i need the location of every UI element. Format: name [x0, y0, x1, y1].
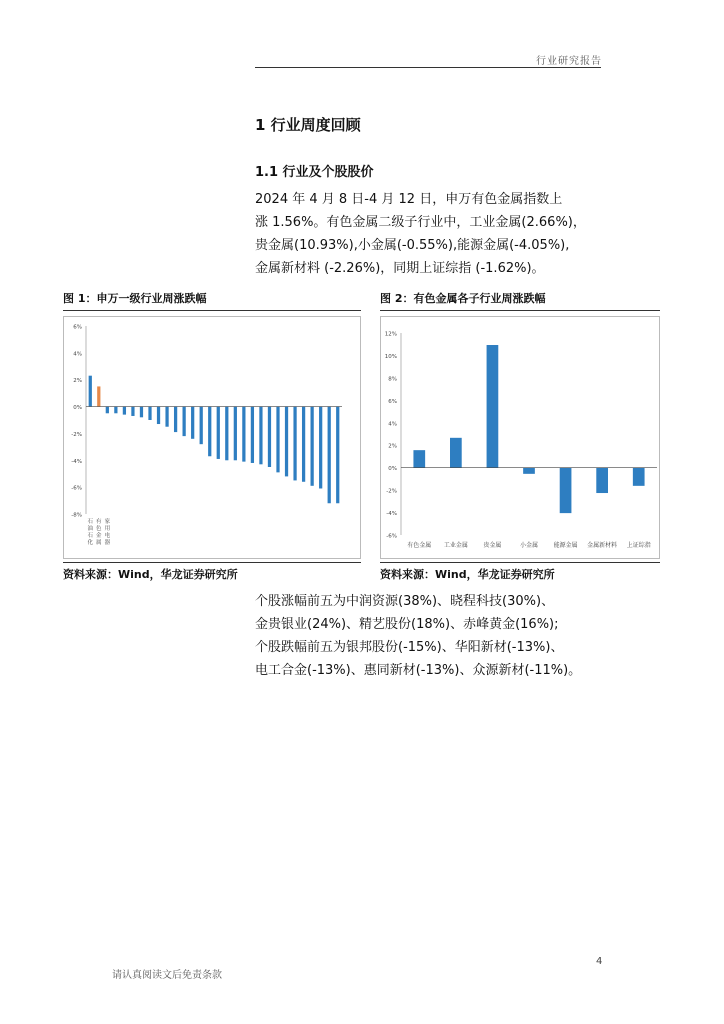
figure2-source: 资料来源：Wind，华龙证券研究所 — [380, 568, 555, 581]
y-tick-label: 2% — [73, 378, 82, 385]
y-tick-label: 0% — [388, 466, 397, 473]
bar-环保 — [302, 407, 305, 482]
paragraph-stock-movers — [255, 590, 605, 682]
report-type-label: 行业研究报告 — [536, 56, 602, 67]
category-label-char: 石 — [87, 519, 94, 525]
paragraph-line: 个股涨幅前五为中润资源(38%)、晓程科技(30%)、 — [255, 594, 555, 609]
figure2-title: 图 2：有色金属各子行业周涨跌幅 — [380, 292, 546, 305]
category-label-char: 属 — [96, 540, 102, 546]
figure2-top-rule — [380, 310, 660, 311]
bar-金属新材料 — [596, 468, 608, 493]
category-label-char: 器 — [104, 540, 111, 546]
paragraph-line: 贵金属(10.93%),小金属(-0.55%),能源金属(-4.05%), — [255, 238, 570, 253]
bar-建筑材料 — [157, 407, 160, 424]
y-tick-label: 8% — [388, 376, 397, 383]
category-label-char: 有 — [96, 519, 102, 525]
bar-小金属 — [523, 468, 535, 474]
category-label: 贵金属 — [483, 542, 502, 549]
bar-纺织服饰 — [114, 407, 117, 414]
bar-有色金属 — [97, 386, 100, 406]
category-label-char: 金 — [96, 533, 102, 539]
bar-上证综指 — [633, 468, 645, 486]
bar-石油石化 — [106, 407, 109, 414]
bar-公用事业 — [148, 407, 151, 420]
y-tick-label: -2% — [386, 488, 397, 495]
section-title: 1 行业周度回顾 — [255, 116, 361, 134]
bar-非银金融 — [293, 407, 296, 481]
category-label-char: 化 — [87, 540, 94, 546]
bar-工业金属 — [450, 438, 462, 468]
bar-计算机 — [285, 407, 288, 477]
figure2-chart-frame — [380, 316, 660, 559]
bar-电力设备 — [319, 407, 322, 489]
paragraph-line: 金贵银业(24%)、精艺股份(18%)、赤峰黄金(16%); — [255, 617, 559, 632]
category-label: 工业金属 — [443, 542, 468, 549]
y-tick-label: -8% — [71, 512, 82, 519]
bar-能源金属 — [560, 468, 572, 513]
category-label: 小金属 — [519, 542, 539, 549]
category-label: 金属新材料 — [587, 542, 618, 549]
bar-家用电器 — [123, 407, 126, 415]
paragraph-line: 涨 1.56%。有色金属二级子行业中，工业金属(2.66%)， — [255, 215, 586, 230]
bar-美容护理 — [276, 407, 279, 473]
paragraph-line: 个股跌幅前五为银邦股份(-15%)、华阳新材(-13%)、 — [255, 640, 564, 655]
y-tick-label: 2% — [388, 443, 397, 450]
bar-农林牧渔 — [174, 407, 177, 433]
category-label-char: 电 — [104, 533, 111, 539]
bar-医药生物 — [208, 407, 211, 457]
bar-煤炭 — [89, 376, 92, 407]
bar-贵金属 — [487, 345, 499, 468]
category-label-char: 家 — [104, 519, 111, 525]
bar-汽车 — [336, 407, 339, 504]
figure1-top-rule — [63, 310, 361, 311]
category-label-char: 色 — [96, 526, 102, 532]
y-tick-label: 12% — [384, 331, 397, 338]
bar-综合 — [191, 407, 194, 439]
bar-通信 — [225, 407, 228, 461]
bar-有色金属 — [413, 450, 425, 468]
figure1-chart — [64, 317, 360, 558]
y-tick-label: 0% — [73, 405, 82, 412]
figure1-bottom-rule — [63, 562, 361, 563]
bar-食品饮料 — [131, 407, 134, 416]
y-tick-label: 6% — [73, 324, 82, 331]
category-label: 能源金属 — [553, 542, 578, 549]
figure2-bottom-rule — [380, 562, 660, 563]
bar-商贸零售 — [242, 407, 245, 462]
bar-电子 — [251, 407, 254, 463]
y-tick-label: 6% — [388, 398, 397, 405]
figure2-chart — [381, 317, 659, 558]
category-label-char: 石 — [87, 533, 94, 539]
subsection-title: 1.1 行业及个股股价 — [255, 165, 374, 180]
header-divider — [255, 67, 601, 68]
bar-银行 — [165, 407, 168, 427]
bar-国防军工 — [217, 407, 220, 459]
category-label: 有色金属 — [407, 542, 432, 549]
bar-房地产 — [311, 407, 314, 486]
y-tick-label: -2% — [71, 431, 82, 438]
y-tick-label: -6% — [386, 533, 397, 540]
figure1-title: 图 1：申万一级行业周涨跌幅 — [63, 292, 207, 305]
category-label: 上证综指 — [626, 542, 651, 549]
bar-机械设备 — [328, 407, 331, 504]
figure1-chart-frame — [63, 316, 361, 559]
bar-交通运输 — [140, 407, 143, 418]
page-number: 4 — [596, 956, 603, 967]
paragraph-line: 电工合金(-13%)、惠同新材(-13%)、众源新材(-11%)。 — [255, 663, 582, 678]
bar-基础化工 — [234, 407, 237, 461]
bar-建筑装饰 — [200, 407, 203, 445]
y-tick-label: -4% — [71, 458, 82, 465]
bar-钢铁 — [259, 407, 262, 465]
y-tick-label: 4% — [73, 351, 82, 358]
disclaimer-notice: 请认真阅读文后免责条款 — [112, 970, 222, 981]
paragraph-index-summary — [255, 188, 605, 280]
category-label-char: 用 — [104, 526, 111, 532]
y-tick-label: -4% — [386, 511, 397, 518]
bar-传媒 — [183, 407, 186, 437]
category-label-char: 油 — [87, 526, 94, 532]
paragraph-line: 2024 年 4 月 8 日-4 月 12 日，申万有色金属指数上 — [255, 192, 563, 207]
y-tick-label: 4% — [388, 421, 397, 428]
paragraph-line: 金属新材料 (-2.26%)，同期上证综指 (-1.62%)。 — [255, 261, 545, 276]
y-tick-label: 10% — [384, 353, 397, 360]
bar-社会服务 — [268, 407, 271, 467]
y-tick-label: -6% — [71, 485, 82, 492]
figure1-source: 资料来源：Wind，华龙证券研究所 — [63, 568, 238, 581]
